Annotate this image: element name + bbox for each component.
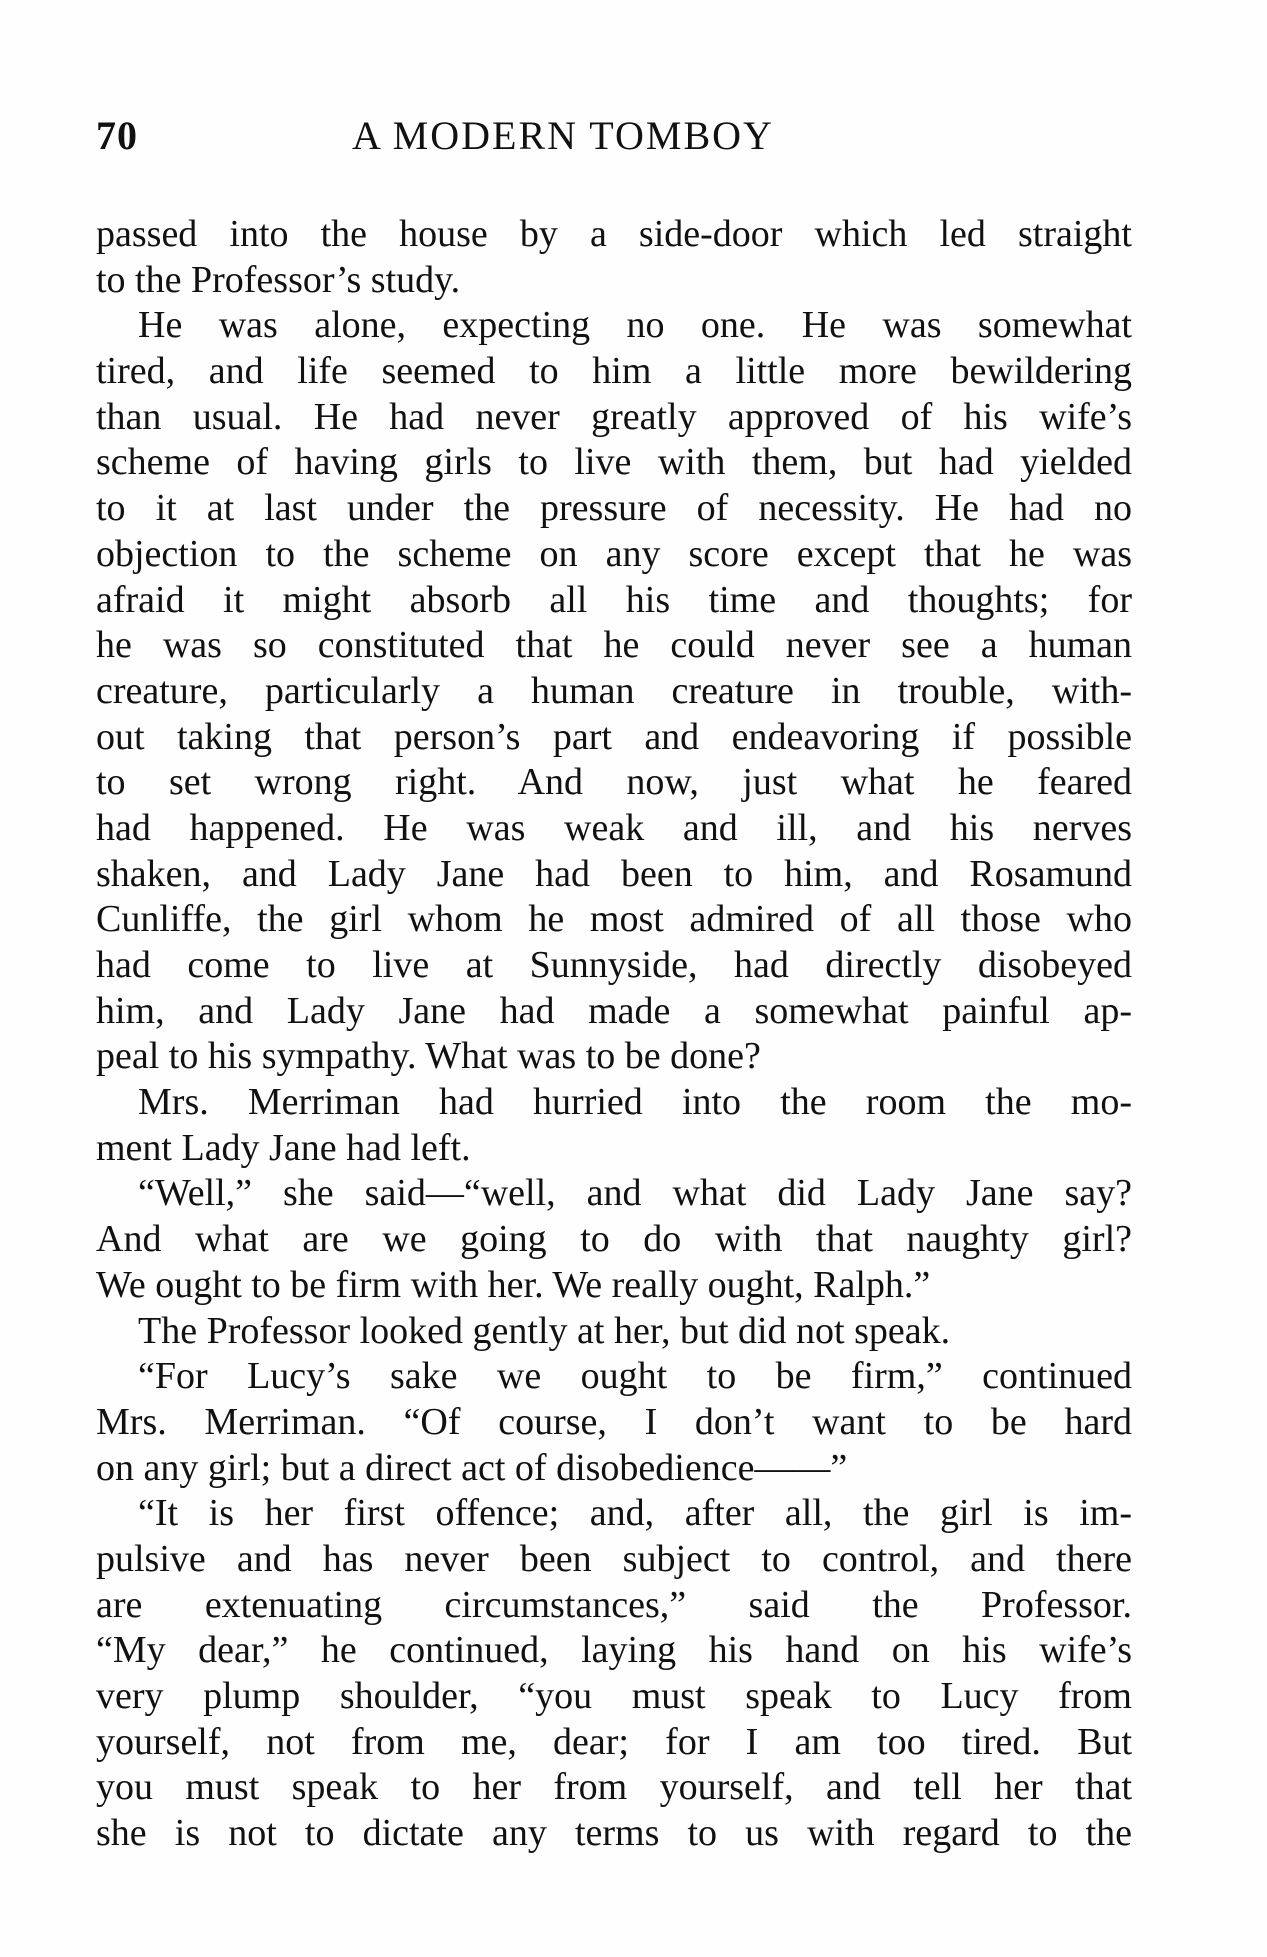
text-line: she is not to dictate any terms to us with regard to the [96, 1812, 1132, 1855]
text-line: to the Professor’s study. [96, 258, 461, 301]
body-text [96, 212, 1132, 1857]
text-line: “My dear,” he continued, laying his hand on his wife’s [96, 1629, 1132, 1672]
text-line: to it at last under the pressure of necessity. He had no [96, 487, 1132, 530]
text-line: yourself, not from me, dear; for I am too tired. But [96, 1720, 1132, 1763]
text-line: creature, particularly a human creature in trouble, with- [96, 669, 1132, 712]
text-line: Mrs. Merriman had hurried into the room the mo- [138, 1081, 1132, 1124]
text-line: are extenuating circumstances,” said the Professor. [96, 1583, 1132, 1626]
text-line: He was alone, expecting no one. He was somewhat [138, 304, 1132, 347]
text-line: Cunliffe, the girl whom he most admired of all those who [96, 898, 1132, 941]
text-line: than usual. He had never greatly approved of his wife’s [96, 395, 1132, 438]
text-line: had happened. He was weak and ill, and his nerves [96, 806, 1132, 849]
text-line: very plump shoulder, “you must speak to Lucy from [96, 1675, 1132, 1717]
text-line: you must speak to her from yourself, and tell her that [96, 1766, 1132, 1809]
text-line: shaken, and Lady Jane had been to him, and Rosamund [96, 852, 1132, 895]
text-line: pulsive and has never been subject to control, and there [96, 1537, 1132, 1580]
text-line: tired, and life seemed to him a little more bewildering [96, 350, 1132, 393]
text-line: on any girl; but a direct act of disobedience——” [96, 1446, 848, 1489]
text-line: he was so constituted that he could never see a human [96, 624, 1132, 667]
text-line: ment Lady Jane had left. [96, 1126, 471, 1169]
text-line: objection to the scheme on any score except that he was [96, 532, 1132, 575]
text-line: Mrs. Merriman. “Of course, I don’t want to be hard [96, 1400, 1132, 1443]
text-line: And what are we going to do with that naughty girl? [96, 1218, 1132, 1261]
text-line: peal to his sympathy. What was to be done? [96, 1035, 761, 1078]
text-line: “Well,” she said—“well, and what did Lady Jane say? [138, 1172, 1132, 1215]
text-line: The Professor looked gently at her, but did not speak. [138, 1309, 951, 1352]
running-head [96, 112, 1136, 172]
page-number: 70 [96, 113, 138, 158]
text-line: passed into the house by a side-door which led straight [96, 213, 1132, 255]
text-line: afraid it might absorb all his time and thoughts; for [96, 578, 1132, 621]
text-line: We ought to be firm with her. We really ought, Ralph.” [96, 1263, 931, 1306]
text-line: “It is her first offence; and, after all, the girl is im- [138, 1492, 1132, 1535]
text-line: him, and Lady Jane had made a somewhat painful ap- [96, 989, 1132, 1032]
text-line: to set wrong right. And now, just what he feared [96, 761, 1132, 804]
text-line: out taking that person’s part and endeavoring if possible [96, 715, 1132, 758]
book-title: A MODERN TOMBOY [352, 113, 774, 158]
text-line: had come to live at Sunnyside, had directly disobeyed [96, 944, 1132, 986]
text-line: “For Lucy’s sake we ought to be firm,” continued [138, 1355, 1132, 1398]
text-line: scheme of having girls to live with them, but had yielded [96, 441, 1132, 484]
